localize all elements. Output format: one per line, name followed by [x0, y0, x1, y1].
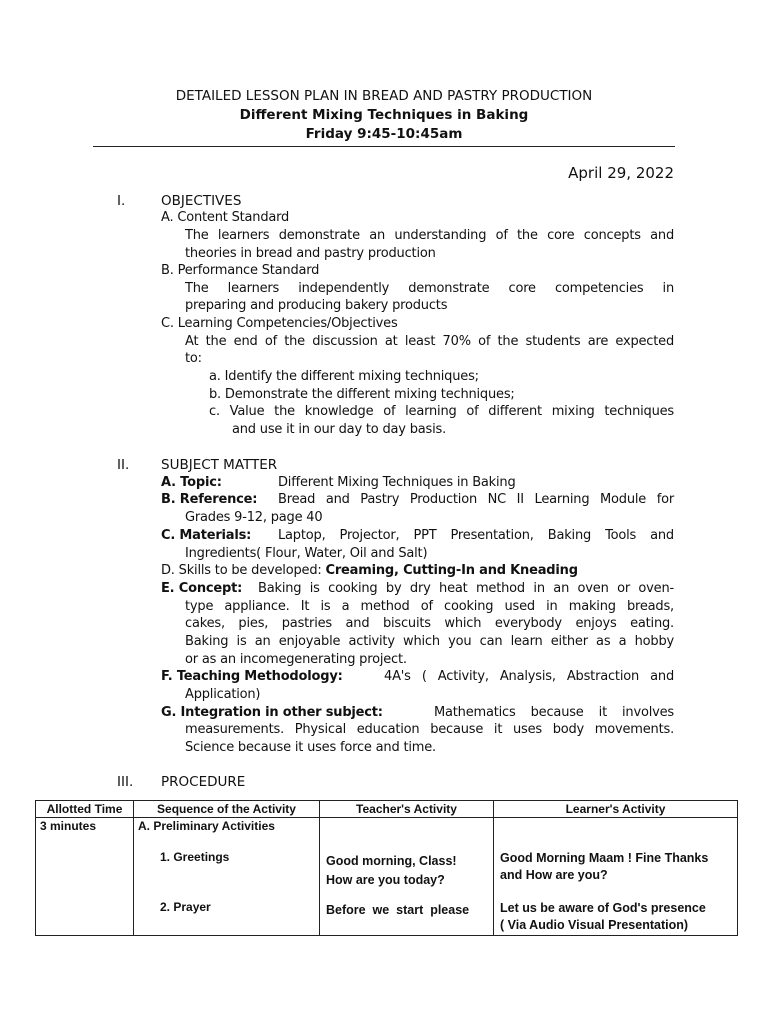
integration-label: G. Integration in other subject:	[161, 705, 383, 720]
prayer-learner-line1: Let us be aware of God's presence	[500, 901, 706, 915]
objective-item-c-line1: c. Value the knowledge of learning of different mixing techniques	[209, 404, 674, 419]
reference-line2: Grades 9-12, page 40	[185, 510, 323, 525]
greeting-learner-line1: Good Morning Maam ! Fine Thanks	[500, 851, 709, 865]
reference-line1: Bread and Pastry Production NC II Learning Module for	[278, 492, 674, 507]
lesson-date: April 29, 2022	[568, 164, 674, 182]
skills-value: Creaming, Cutting-In and Kneading	[325, 563, 578, 578]
methodology-label: F. Teaching Methodology:	[161, 669, 343, 684]
allotted-time-cell	[36, 818, 134, 936]
performance-standard-label: B. Performance Standard	[161, 263, 320, 278]
allotted-time: 3 minutes	[40, 819, 97, 833]
materials-line2: Ingredients( Flour, Water, Oil and Salt)	[185, 546, 428, 561]
greeting-teacher	[326, 852, 457, 890]
column-header: Learner's Activity	[494, 801, 738, 818]
methodology-line2: Application)	[185, 687, 261, 702]
section-numeral-procedure: III.	[117, 774, 134, 790]
skills-prefix: D. Skills to be developed:	[161, 563, 322, 578]
learning-competencies-line2: to:	[185, 351, 202, 366]
objective-item-a: a. Identify the different mixing techniques;	[209, 369, 479, 384]
objective-item-c-line2: and use it in our day to day basis.	[232, 422, 447, 437]
section-heading-objectives: OBJECTIVES	[161, 193, 242, 209]
column-header: Teacher's Activity	[320, 801, 494, 818]
concept-label: E. Concept:	[161, 581, 243, 596]
section-numeral-objectives: I.	[117, 193, 126, 209]
concept-line4: Baking is an enjoyable activity which you can learn either as a hobby	[185, 634, 674, 649]
prayer-learner	[500, 900, 706, 934]
learner-activity-cell	[494, 818, 738, 936]
prayer-teacher: Before we start please	[326, 903, 470, 917]
greeting-learner	[500, 850, 708, 884]
table-row	[36, 818, 738, 936]
content-standard-line2: theories in bread and pastry production	[185, 246, 436, 261]
learning-competencies-line1: At the end of the discussion at least 70% of the students are expected	[185, 334, 674, 349]
content-standard-label: A. Content Standard	[161, 210, 290, 225]
schedule: Friday 9:45-10:45am	[305, 126, 463, 142]
reference-label: B. Reference:	[161, 492, 258, 507]
column-header: Allotted Time	[36, 801, 134, 818]
greeting-teacher-line2: How are you today?	[326, 873, 445, 887]
integration-line3: Science because it uses force and time.	[185, 740, 436, 755]
performance-standard-line1: The learners independently demonstrate core competencies in	[185, 281, 674, 296]
sequence-cell	[134, 818, 320, 936]
greetings-label: 1. Greetings	[160, 850, 230, 864]
objective-item-b: b. Demonstrate the different mixing techniques;	[209, 387, 515, 402]
section-numeral-subject-matter: II.	[117, 457, 130, 473]
concept-line3: cakes, pies, pastries and biscuits which everybody enjoys eating.	[185, 616, 674, 631]
skills-line	[161, 563, 578, 578]
table-header-row	[36, 801, 738, 818]
learning-competencies-label: C. Learning Competencies/Objectives	[161, 316, 398, 331]
materials-label: C. Materials:	[161, 528, 252, 543]
column-header: Sequence of the Activity	[134, 801, 320, 818]
materials-line1: Laptop, Projector, PPT Presentation, Baking Tools and	[278, 528, 674, 543]
topic-value: Different Mixing Techniques in Baking	[278, 475, 516, 490]
section-heading-subject-matter: SUBJECT MATTER	[161, 457, 278, 473]
document-subtitle: Different Mixing Techniques in Baking	[239, 107, 529, 123]
concept-line2: type appliance. It is a method of cooking used in making breads,	[185, 599, 674, 614]
procedure-table	[35, 800, 738, 936]
preliminary-activities: A. Preliminary Activities	[138, 819, 275, 833]
concept-line5: or as an incomegenerating project.	[185, 652, 407, 667]
prayer-label: 2. Prayer	[160, 900, 211, 914]
methodology-line1: 4A's ( Activity, Analysis, Abstraction and	[384, 669, 674, 684]
integration-line1: Mathematics because it involves	[434, 705, 674, 720]
teacher-activity-cell	[320, 818, 494, 936]
section-heading-procedure: PROCEDURE	[161, 774, 246, 790]
performance-standard-line2: preparing and producing bakery products	[185, 298, 448, 313]
header-divider	[93, 146, 675, 147]
greeting-teacher-line1: Good morning, Class!	[326, 854, 457, 868]
integration-line2: measurements. Physical education because it uses body movements.	[185, 722, 674, 737]
topic-label: A. Topic:	[161, 475, 222, 490]
concept-line1: Baking is cooking by dry heat method in an oven or oven-	[258, 581, 674, 596]
greeting-learner-line2: and How are you?	[500, 868, 608, 882]
document-title: DETAILED LESSON PLAN IN BREAD AND PASTRY PRODUCTION	[175, 88, 593, 104]
prayer-learner-line2: ( Via Audio Visual Presentation)	[500, 918, 689, 932]
content-standard-line1: The learners demonstrate an understanding of the core concepts and	[185, 228, 674, 243]
